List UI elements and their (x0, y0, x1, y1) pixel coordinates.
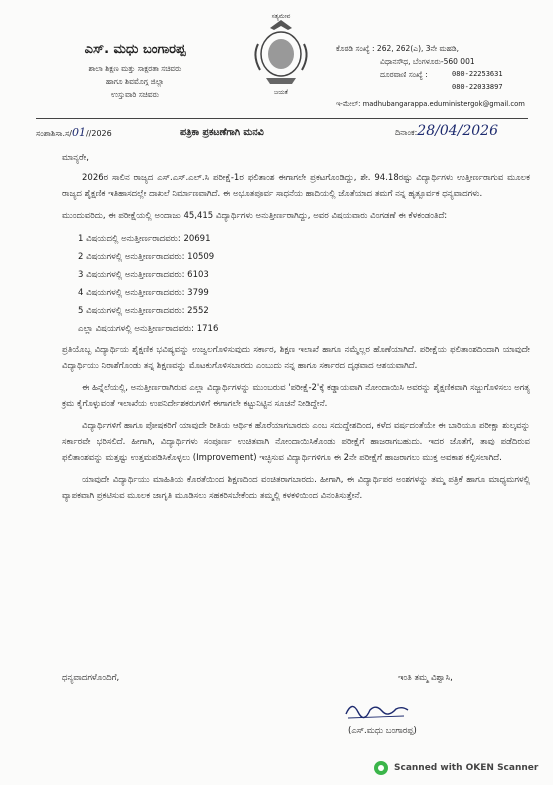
ref-prefix: ಸಂಶಾಶಿಸಾ.ಸ/ (36, 129, 72, 138)
svg-text:ಜಯತೆ: ಜಯತೆ (274, 89, 288, 96)
minister-role-line: ಉಸ್ತುವಾರಿ ಸಚಿವರು (111, 90, 159, 99)
letterhead-contact (336, 42, 548, 111)
phone-number: 080-22033897 (452, 83, 503, 91)
closing-thanks: ಧನ್ಯವಾದಗಳೊಂದಿಗೆ, (62, 673, 120, 683)
scanner-label: Scanned with OKEN Scanner (394, 763, 539, 773)
contact-label: ದೂರವಾಣಿ ಸಂಖ್ಯೆ : (380, 70, 428, 79)
contact-row (336, 42, 548, 55)
reference-number (36, 126, 112, 139)
list-item: 4 ವಿಷಯಗಳಲ್ಲಿ ಅನುತ್ತೀರ್ಣರಾದವರು: 3799 (78, 288, 209, 298)
minister-role-line: ಹಾಗೂ ಶಿವಮೊಗ್ಗ ಜಿಲ್ಲಾ (105, 77, 165, 86)
letterhead-left (40, 42, 230, 101)
contact-row (336, 81, 548, 94)
paragraph: ಮುಂದುವರಿದು, ಈ ಪರೀಕ್ಷೆಯಲ್ಲಿ ಅಂದಾಜು 45,415 ವಿದ್ಯಾರ್ಥಿಗಳು ಅನುತ್ತೀರ್ಣರಾಗಿದ್ದು, ಅವರ ವಿಷಯವಾರು ವಿಂಗಡಣೆ ಈ ಕೆಳಕಂಡಂತಿದೆ: (62, 211, 448, 221)
scanner-logo-icon (374, 761, 388, 775)
header-divider (36, 118, 528, 119)
salutation: ಮಾನ್ಯರೇ, (62, 153, 89, 163)
scanner-watermark (374, 761, 538, 775)
minister-name: ಎಸ್. ಮಧು ಬಂಗಾರಪ್ಪ (84, 42, 186, 57)
signature-icon (342, 696, 412, 724)
ref-separator: / (85, 129, 89, 138)
paragraph: 2026ರ ಸಾಲಿನ ರಾಜ್ಯದ ಎಸ್.ಎಸ್.ಎಲ್.ಸಿ ಪರೀಕ್ಷೆ-1ರ ಫಲಿತಾಂಶ ಈಗಾಗಲೇ ಪ್ರಕಟಗೊಂಡಿದ್ದು, ಶೇ. 94.18ರಷ್ಟು ವಿದ್ಯಾರ್ಥಿಗಳು ಉತ್ತೀರ್ಣರಾಗುವ ಮೂಲಕ ರಾಜ್ಯದ ಶೈಕ್ಷಣಿಕ ಇತಿಹಾಸದಲ್ಲೇ ದಾಖಲೆ ನಿರ್ಮಾಣವಾಗಿದೆ. ಈ ಅಭೂತಪೂರ್ವ ಸಾಧನೆಯ ಹಾದಿಯಲ್ಲಿ ಜೊತೆಯಾದ ತಮಗೆ ನನ್ನ ಹೃತ್ಪೂರ್ವಕ ಧನ್ಯವಾದಗಳು. (62, 173, 530, 199)
signatory-name: (ಎಸ್.ಮಧು ಬಂಗಾರಪ್ಪ) (348, 726, 417, 736)
contact-row (336, 68, 548, 81)
contact-row (336, 55, 548, 68)
letter-date (395, 123, 498, 139)
failure-list (78, 230, 530, 338)
contact-label: ವಿಧಾನಸೌಧ, ಬೆಂಗಳೂರು-560 001 (380, 57, 475, 66)
phone-number: 080-22253631 (452, 70, 503, 78)
ref-year: /2026 (88, 129, 112, 138)
list-item: 3 ವಿಷಯಗಳಲ್ಲಿ ಅನುತ್ತೀರ್ಣರಾದವರು: 6103 (78, 270, 209, 280)
paragraph: ಯಾವುದೇ ವಿದ್ಯಾರ್ಥಿಯು ಮಾಹಿತಿಯ ಕೊರತೆಯಿಂದ ಶಿಕ್ಷಣದಿಂದ ವಂಚಿತರಾಗಬಾರದು. ಹೀಗಾಗಿ, ಈ ವಿದ್ಯಾರ್ಥಿಪರ ಅಂಶಗಳನ್ನು ತಮ್ಮ ಪತ್ರಿಕೆ ಹಾಗೂ ಮಾಧ್ಯಮಗಳಲ್ಲಿ ವ್ಯಾಪಕವಾಗಿ ಪ್ರಕಟಿಸುವ ಮೂಲಕ ಜಾಗೃತಿ ಮೂಡಿಸಲು ಸಹಕರಿಸಬೇಕೆಂದು ತಮ್ಮಲ್ಲಿ ಕಳಕಳಿಯಿಂದ ವಿನಂತಿಸುತ್ತೇನೆ. (62, 475, 530, 501)
list-item: 2 ವಿಷಯಗಳಲ್ಲಿ ಅನುತ್ತೀರ್ಣರಾದವರು: 10509 (78, 252, 215, 262)
state-emblem-icon (248, 14, 314, 98)
contact-label (336, 81, 452, 94)
list-item: ಎಲ್ಲಾ ವಿಷಯಗಳಲ್ಲಿ ಅನುತ್ತೀರ್ಣರಾದವರು: 1716 (78, 324, 219, 334)
date-value-handwritten: 28/04/2026 (417, 123, 498, 139)
list-item: 1 ವಿಷಯದಲ್ಲಿ ಅನುತ್ತೀರ್ಣರಾದವರು: 20691 (78, 234, 211, 244)
date-label: ದಿನಾಂಕ: (395, 128, 418, 137)
email-address: ಇ-ಮೇಲ್: madhubangarappa.eduministergok@gmail.com (336, 100, 525, 108)
contact-label: ಕೊಠಡಿ ಸಂಖ್ಯೆ : 262, 262(ಎ), 3ನೇ ಮಹಡಿ, (336, 44, 459, 53)
paragraph: ಈ ಹಿನ್ನೆಲೆಯಲ್ಲಿ, ಅನುತ್ತೀರ್ಣರಾಗಿರುವ ಎಲ್ಲಾ ವಿದ್ಯಾರ್ಥಿಗಳನ್ನು ಮುಂಬರುವ 'ಪರೀಕ್ಷೆ-2'ಕ್ಕೆ ಕಡ್ಡಾಯವಾಗಿ ನೋಂದಾಯಿಸಿ ಅವರನ್ನು ಶೈಕ್ಷಣಿಕವಾಗಿ ಸಜ್ಜುಗೊಳಿಸಲು ಅಗತ್ಯ ಕ್ರಮ ಕೈಗೊಳ್ಳುವಂತೆ ಇಲಾಖೆಯ ಉಪನಿರ್ದೇಶಕರುಗಳಿಗೆ ಈಗಾಗಲೇ ಕಟ್ಟುನಿಟ್ಟಿನ ಸೂಚನೆ ನೀಡಿದ್ದೇನೆ. (62, 383, 530, 409)
page-title: ಪತ್ರಿಕಾ ಪ್ರಕಟಣೆಗಾಗಿ ಮನವಿ (180, 127, 264, 138)
minister-role-line: ಶಾಲಾ ಶಿಕ್ಷಣ ಮತ್ತು ಸಾಕ್ಷರತಾ ಸಚಿವರು (88, 64, 182, 73)
ref-number-handwritten: 01 (71, 126, 86, 139)
paragraph: ಪ್ರತಿಯೊಬ್ಬ ವಿದ್ಯಾರ್ಥಿಯ ಶೈಕ್ಷಣಿಕ ಭವಿಷ್ಯವನ್ನು ಉಜ್ವಲಗೊಳಿಸುವುದು ಸರ್ಕಾರ, ಶಿಕ್ಷಣ ಇಲಾಖೆ ಹಾಗೂ ನಮ್ಮೆಲ್ಲರ ಹೊಣೆಯಾಗಿದೆ. ಪರೀಕ್ಷೆಯ ಫಲಿತಾಂಶದಿಂದಾಗಿ ಯಾವುದೇ ವಿದ್ಯಾರ್ಥಿಯು ನಿರಾಶೆಗೊಂಡು ತನ್ನ ಶಿಕ್ಷಣವನ್ನು ಮೊಟಕುಗೊಳಿಸಬಾರದು ಎಂಬುದು ನನ್ನ ಹಾಗೂ ಸರ್ಕಾರದ ದೃಢವಾದ ಆಶಯವಾಗಿದೆ. (62, 345, 530, 371)
paragraph: ವಿದ್ಯಾರ್ಥಿಗಳಿಗೆ ಹಾಗೂ ಪೋಷಕರಿಗೆ ಯಾವುದೇ ರೀತಿಯ ಆರ್ಥಿಕ ಹೊರೆಯಾಗಬಾರದು ಎಂಬ ಸದುದ್ದೇಶದಿಂದ, ಕಳೆದ ವರ್ಷದಂತೆಯೇ ಈ ಬಾರಿಯೂ ಪರೀಕ್ಷಾ ಶುಲ್ಕವನ್ನು ಸರ್ಕಾರವೇ ಭರಿಸಲಿದೆ. ಹೀಗಾಗಿ, ವಿದ್ಯಾರ್ಥಿಗಳು ಸಂಪೂರ್ಣ ಉಚಿತವಾಗಿ ನೋಂದಾಯಿಸಿಕೊಂಡು ಪರೀಕ್ಷೆಗೆ ಹಾಜರಾಗಬಹುದು. ಇದರ ಜೊತೆಗೆ, ತಾವು ಪಡೆದಿರುವ ಫಲಿತಾಂಶವನ್ನು ಮತ್ತಷ್ಟು ಉತ್ತಮಪಡಿಸಿಕೊಳ್ಳಲು (Improvement) ಇಚ್ಛಿಸುವ ವಿದ್ಯಾರ್ಥಿಗಳಿಗೂ ಈ 2ನೇ ಪರೀಕ್ಷೆಗೆ ಹಾಜರಾಗಲು ಮುಕ್ತ ಅವಕಾಶ ಕಲ್ಪಿಸಲಾಗಿದೆ. (62, 421, 530, 463)
letter-body (62, 150, 530, 510)
svg-text:ಸತ್ಯಮೇವ: ಸತ್ಯಮೇವ (271, 14, 291, 20)
list-item: 5 ವಿಷಯಗಳಲ್ಲಿ ಅನುತ್ತೀರ್ಣರಾದವರು: 2552 (78, 306, 209, 316)
closing-yours: ಇಂತಿ ತಮ್ಮ ವಿಶ್ವಾಸಿ, (398, 673, 453, 683)
